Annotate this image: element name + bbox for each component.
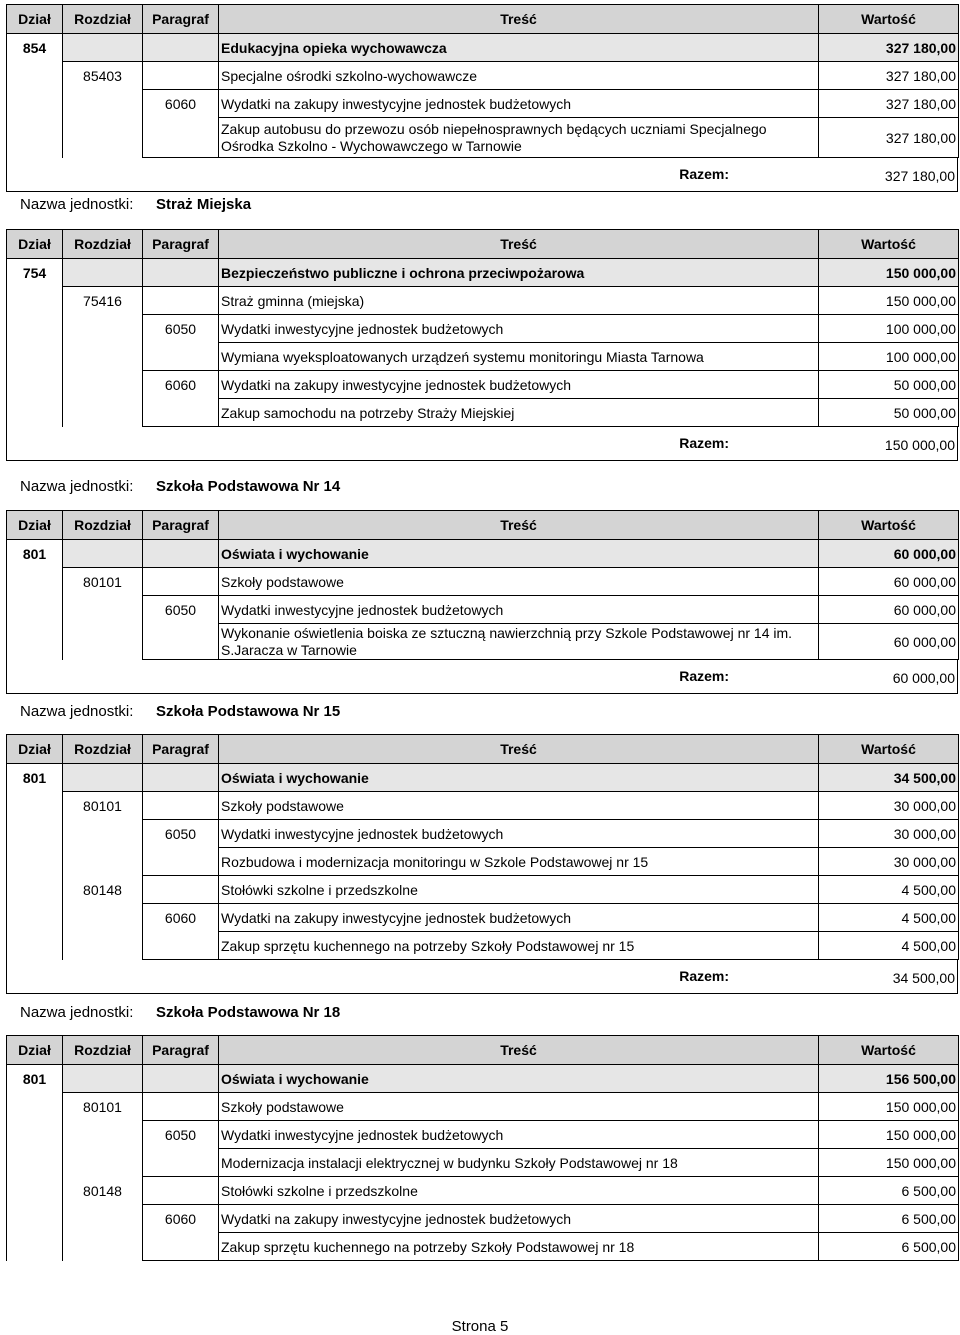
paragraf-cell: 6050 [143,596,219,624]
tresc-cell: Rozbudowa i modernizacja monitoringu w Szkole Podstawowej nr 15 [219,848,819,876]
unit-label: Nazwa jednostki: [20,1004,134,1021]
table-row [7,1121,959,1149]
table-row [7,343,959,371]
razem-row [6,427,958,461]
table-header-row [7,230,959,259]
paragraf-cell: 6050 [143,820,219,848]
tresc-cell: Szkoły podstawowe [219,792,819,820]
dzial-cell [7,568,63,596]
dzial-cell [7,820,63,848]
dzial-cell [7,287,63,315]
header-wartosc: Wartość [819,511,959,540]
tresc-cell: Wydatki inwestycyjne jednostek budżetowych [219,1121,819,1149]
wartosc-cell: 100 000,00 [819,343,959,371]
header-dzial: Dział [7,5,63,34]
dzial-cell [7,315,63,343]
paragraf-cell [143,876,219,904]
header-rozdzial: Rozdział [63,511,143,540]
header-paragraf: Paragraf [143,5,219,34]
wartosc-cell: 4 500,00 [819,876,959,904]
paragraf-cell [143,1233,219,1261]
wartosc-cell: 60 000,00 [819,540,959,568]
razem-label: Razem: [679,435,729,451]
rozdzial-cell [63,315,143,343]
paragraf-cell [143,624,219,660]
header-dzial: Dział [7,1036,63,1065]
table-row [7,1093,959,1121]
dzial-cell [7,62,63,90]
rozdzial-cell [63,1121,143,1149]
table-row [7,876,959,904]
wartosc-cell: 327 180,00 [819,62,959,90]
dzial-cell [7,1093,63,1121]
header-rozdzial: Rozdział [63,5,143,34]
header-rozdzial: Rozdział [63,735,143,764]
unit-label: Nazwa jednostki: [20,478,134,495]
dzial-cell: 801 [7,1065,63,1093]
wartosc-cell: 150 000,00 [819,1121,959,1149]
tresc-cell: Wydatki inwestycyjne jednostek budżetowych [219,596,819,624]
rozdzial-cell [63,820,143,848]
tresc-cell: Wydatki na zakupy inwestycyjne jednostek budżetowych [219,371,819,399]
tresc-cell: Oświata i wychowanie [219,540,819,568]
rozdzial-cell [63,1065,143,1093]
header-tresc: Treść [219,735,819,764]
razem-total: 60 000,00 [892,670,955,686]
table-header-row [7,5,959,34]
table-row [7,820,959,848]
rozdzial-cell [63,932,143,960]
header-tresc: Treść [219,1036,819,1065]
rozdzial-cell [63,1205,143,1233]
rozdzial-cell [63,624,143,660]
rozdzial-cell [63,904,143,932]
table-row [7,596,959,624]
rozdzial-cell [63,118,143,158]
tresc-cell: Wydatki na zakupy inwestycyjne jednostek budżetowych [219,90,819,118]
dzial-cell: 801 [7,540,63,568]
wartosc-cell: 150 000,00 [819,1149,959,1177]
wartosc-cell: 30 000,00 [819,848,959,876]
header-paragraf: Paragraf [143,230,219,259]
dzial-cell [7,343,63,371]
paragraf-cell [143,568,219,596]
dzial-cell [7,848,63,876]
razem-row [6,660,958,694]
table-row [7,540,959,568]
wartosc-cell: 60 000,00 [819,596,959,624]
tresc-cell: Oświata i wychowanie [219,764,819,792]
paragraf-cell [143,932,219,960]
unit-name: Straż Miejska [156,196,252,213]
wartosc-cell: 150 000,00 [819,1093,959,1121]
header-rozdzial: Rozdział [63,230,143,259]
table-header-row [7,511,959,540]
razem-total: 34 500,00 [892,970,955,986]
table-header-row [7,1036,959,1065]
table-row [7,34,959,62]
table-row [7,287,959,315]
wartosc-cell: 150 000,00 [819,287,959,315]
tresc-cell: Edukacyjna opieka wychowawcza [219,34,819,62]
table-row [7,315,959,343]
table-row [7,792,959,820]
table-row [7,1065,959,1093]
tresc-cell: Zakup sprzętu kuchennego na potrzeby Szkoły Podstawowej nr 15 [219,932,819,960]
table-row [7,1149,959,1177]
header-paragraf: Paragraf [143,511,219,540]
table-row [7,1233,959,1261]
wartosc-cell: 6 500,00 [819,1205,959,1233]
rozdzial-cell [63,596,143,624]
budget-section [6,229,958,461]
unit-name: Szkoła Podstawowa Nr 15 [156,703,341,720]
unit-name: Szkoła Podstawowa Nr 18 [156,1004,341,1021]
dzial-cell [7,1121,63,1149]
rozdzial-cell: 80148 [63,1177,143,1205]
rozdzial-cell [63,259,143,287]
paragraf-cell: 6050 [143,1121,219,1149]
dzial-cell [7,118,63,158]
table-row [7,259,959,287]
paragraf-cell [143,1065,219,1093]
unit-label: Nazwa jednostki: [20,196,134,213]
budget-table [6,229,959,427]
table-row [7,118,959,158]
wartosc-cell: 50 000,00 [819,371,959,399]
budget-table [6,510,959,660]
tresc-cell: Wymiana wyeksploatowanych urządzeń systemu monitoringu Miasta Tarnowa [219,343,819,371]
paragraf-cell [143,1177,219,1205]
dzial-cell: 854 [7,34,63,62]
table-row [7,90,959,118]
tresc-cell: Wydatki inwestycyjne jednostek budżetowych [219,820,819,848]
rozdzial-cell [63,1149,143,1177]
tresc-cell: Straż gminna (miejska) [219,287,819,315]
paragraf-cell: 6060 [143,90,219,118]
dzial-cell [7,399,63,427]
header-wartosc: Wartość [819,735,959,764]
budget-table [6,4,959,158]
rozdzial-cell: 80101 [63,568,143,596]
wartosc-cell: 30 000,00 [819,820,959,848]
paragraf-cell [143,792,219,820]
wartosc-cell: 327 180,00 [819,118,959,158]
tresc-cell: Wydatki inwestycyjne jednostek budżetowych [219,315,819,343]
wartosc-cell: 4 500,00 [819,904,959,932]
paragraf-cell [143,118,219,158]
rozdzial-cell: 80148 [63,876,143,904]
budget-section [6,1035,958,1261]
budget-section [6,734,958,994]
tresc-cell: Bezpieczeństwo publiczne i ochrona przeciwpożarowa [219,259,819,287]
table-row [7,848,959,876]
wartosc-cell: 327 180,00 [819,34,959,62]
tresc-cell: Zakup sprzętu kuchennego na potrzeby Szkoły Podstawowej nr 18 [219,1233,819,1261]
paragraf-cell [143,540,219,568]
paragraf-cell [143,764,219,792]
paragraf-cell [143,34,219,62]
table-row [7,62,959,90]
wartosc-cell: 4 500,00 [819,932,959,960]
unit-label: Nazwa jednostki: [20,703,134,720]
wartosc-cell: 150 000,00 [819,259,959,287]
header-tresc: Treść [219,5,819,34]
paragraf-cell [143,259,219,287]
dzial-cell [7,792,63,820]
paragraf-cell: 6060 [143,904,219,932]
budget-table [6,1035,959,1261]
razem-total: 150 000,00 [884,437,955,453]
rozdzial-cell [63,848,143,876]
paragraf-cell: 6060 [143,1205,219,1233]
wartosc-cell: 50 000,00 [819,399,959,427]
header-wartosc: Wartość [819,230,959,259]
tresc-cell: Wykonanie oświetlenia boiska ze sztuczną nawierzchnią przy Szkole Podstawowej nr 14 im. S.Jaracza w Tarnowie [219,624,819,660]
tresc-cell: Specjalne ośrodki szkolno-wychowawcze [219,62,819,90]
tresc-cell: Wydatki na zakupy inwestycyjne jednostek budżetowych [219,1205,819,1233]
rozdzial-cell: 85403 [63,62,143,90]
dzial-cell [7,1177,63,1205]
header-paragraf: Paragraf [143,1036,219,1065]
tresc-cell: Modernizacja instalacji elektrycznej w budynku Szkoły Podstawowej nr 18 [219,1149,819,1177]
table-header-row [7,735,959,764]
tresc-cell: Stołówki szkolne i przedszkolne [219,876,819,904]
wartosc-cell: 34 500,00 [819,764,959,792]
razem-label: Razem: [679,668,729,684]
wartosc-cell: 156 500,00 [819,1065,959,1093]
header-tresc: Treść [219,511,819,540]
header-dzial: Dział [7,511,63,540]
rozdzial-cell [63,764,143,792]
paragraf-cell [143,287,219,315]
tresc-cell: Szkoły podstawowe [219,1093,819,1121]
rozdzial-cell: 80101 [63,792,143,820]
dzial-cell [7,1149,63,1177]
header-dzial: Dział [7,230,63,259]
rozdzial-cell: 80101 [63,1093,143,1121]
table-row [7,764,959,792]
wartosc-cell: 327 180,00 [819,90,959,118]
tresc-cell: Stołówki szkolne i przedszkolne [219,1177,819,1205]
dzial-cell [7,1233,63,1261]
table-row [7,1205,959,1233]
table-row [7,624,959,660]
rozdzial-cell [63,34,143,62]
table-row [7,399,959,427]
rozdzial-cell: 75416 [63,287,143,315]
rozdzial-cell [63,399,143,427]
table-row [7,568,959,596]
header-tresc: Treść [219,230,819,259]
wartosc-cell: 30 000,00 [819,792,959,820]
header-wartosc: Wartość [819,1036,959,1065]
paragraf-cell [143,848,219,876]
dzial-cell [7,904,63,932]
razem-label: Razem: [679,166,729,182]
table-row [7,904,959,932]
paragraf-cell: 6050 [143,315,219,343]
wartosc-cell: 60 000,00 [819,568,959,596]
dzial-cell [7,1205,63,1233]
tresc-cell: Zakup autobusu do przewozu osób niepełnosprawnych będących uczniami Specjalnego Ośrodka Szkolno - Wychowawczego w Tarnowie [219,118,819,158]
tresc-cell: Zakup samochodu na potrzeby Straży Miejskiej [219,399,819,427]
header-paragraf: Paragraf [143,735,219,764]
dzial-cell: 801 [7,764,63,792]
paragraf-cell [143,62,219,90]
paragraf-cell [143,1093,219,1121]
budget-table [6,734,959,960]
table-row [7,1177,959,1205]
header-wartosc: Wartość [819,5,959,34]
wartosc-cell: 6 500,00 [819,1177,959,1205]
wartosc-cell: 6 500,00 [819,1233,959,1261]
dzial-cell [7,932,63,960]
razem-label: Razem: [679,968,729,984]
budget-section [6,4,958,192]
paragraf-cell: 6060 [143,371,219,399]
rozdzial-cell [63,343,143,371]
paragraf-cell [143,1149,219,1177]
unit-name: Szkoła Podstawowa Nr 14 [156,478,341,495]
razem-row [6,960,958,994]
rozdzial-cell [63,90,143,118]
budget-section [6,510,958,694]
wartosc-cell: 100 000,00 [819,315,959,343]
paragraf-cell [143,343,219,371]
header-dzial: Dział [7,735,63,764]
dzial-cell [7,596,63,624]
page-footer: Strona 5 [451,1318,509,1335]
dzial-cell [7,371,63,399]
table-row [7,932,959,960]
rozdzial-cell [63,1233,143,1261]
paragraf-cell [143,399,219,427]
dzial-cell [7,624,63,660]
table-row [7,371,959,399]
tresc-cell: Szkoły podstawowe [219,568,819,596]
wartosc-cell: 60 000,00 [819,624,959,660]
tresc-cell: Oświata i wychowanie [219,1065,819,1093]
header-rozdzial: Rozdział [63,1036,143,1065]
dzial-cell: 754 [7,259,63,287]
dzial-cell [7,876,63,904]
tresc-cell: Wydatki na zakupy inwestycyjne jednostek budżetowych [219,904,819,932]
dzial-cell [7,90,63,118]
razem-total: 327 180,00 [884,168,955,184]
rozdzial-cell [63,371,143,399]
razem-row [6,158,958,192]
rozdzial-cell [63,540,143,568]
